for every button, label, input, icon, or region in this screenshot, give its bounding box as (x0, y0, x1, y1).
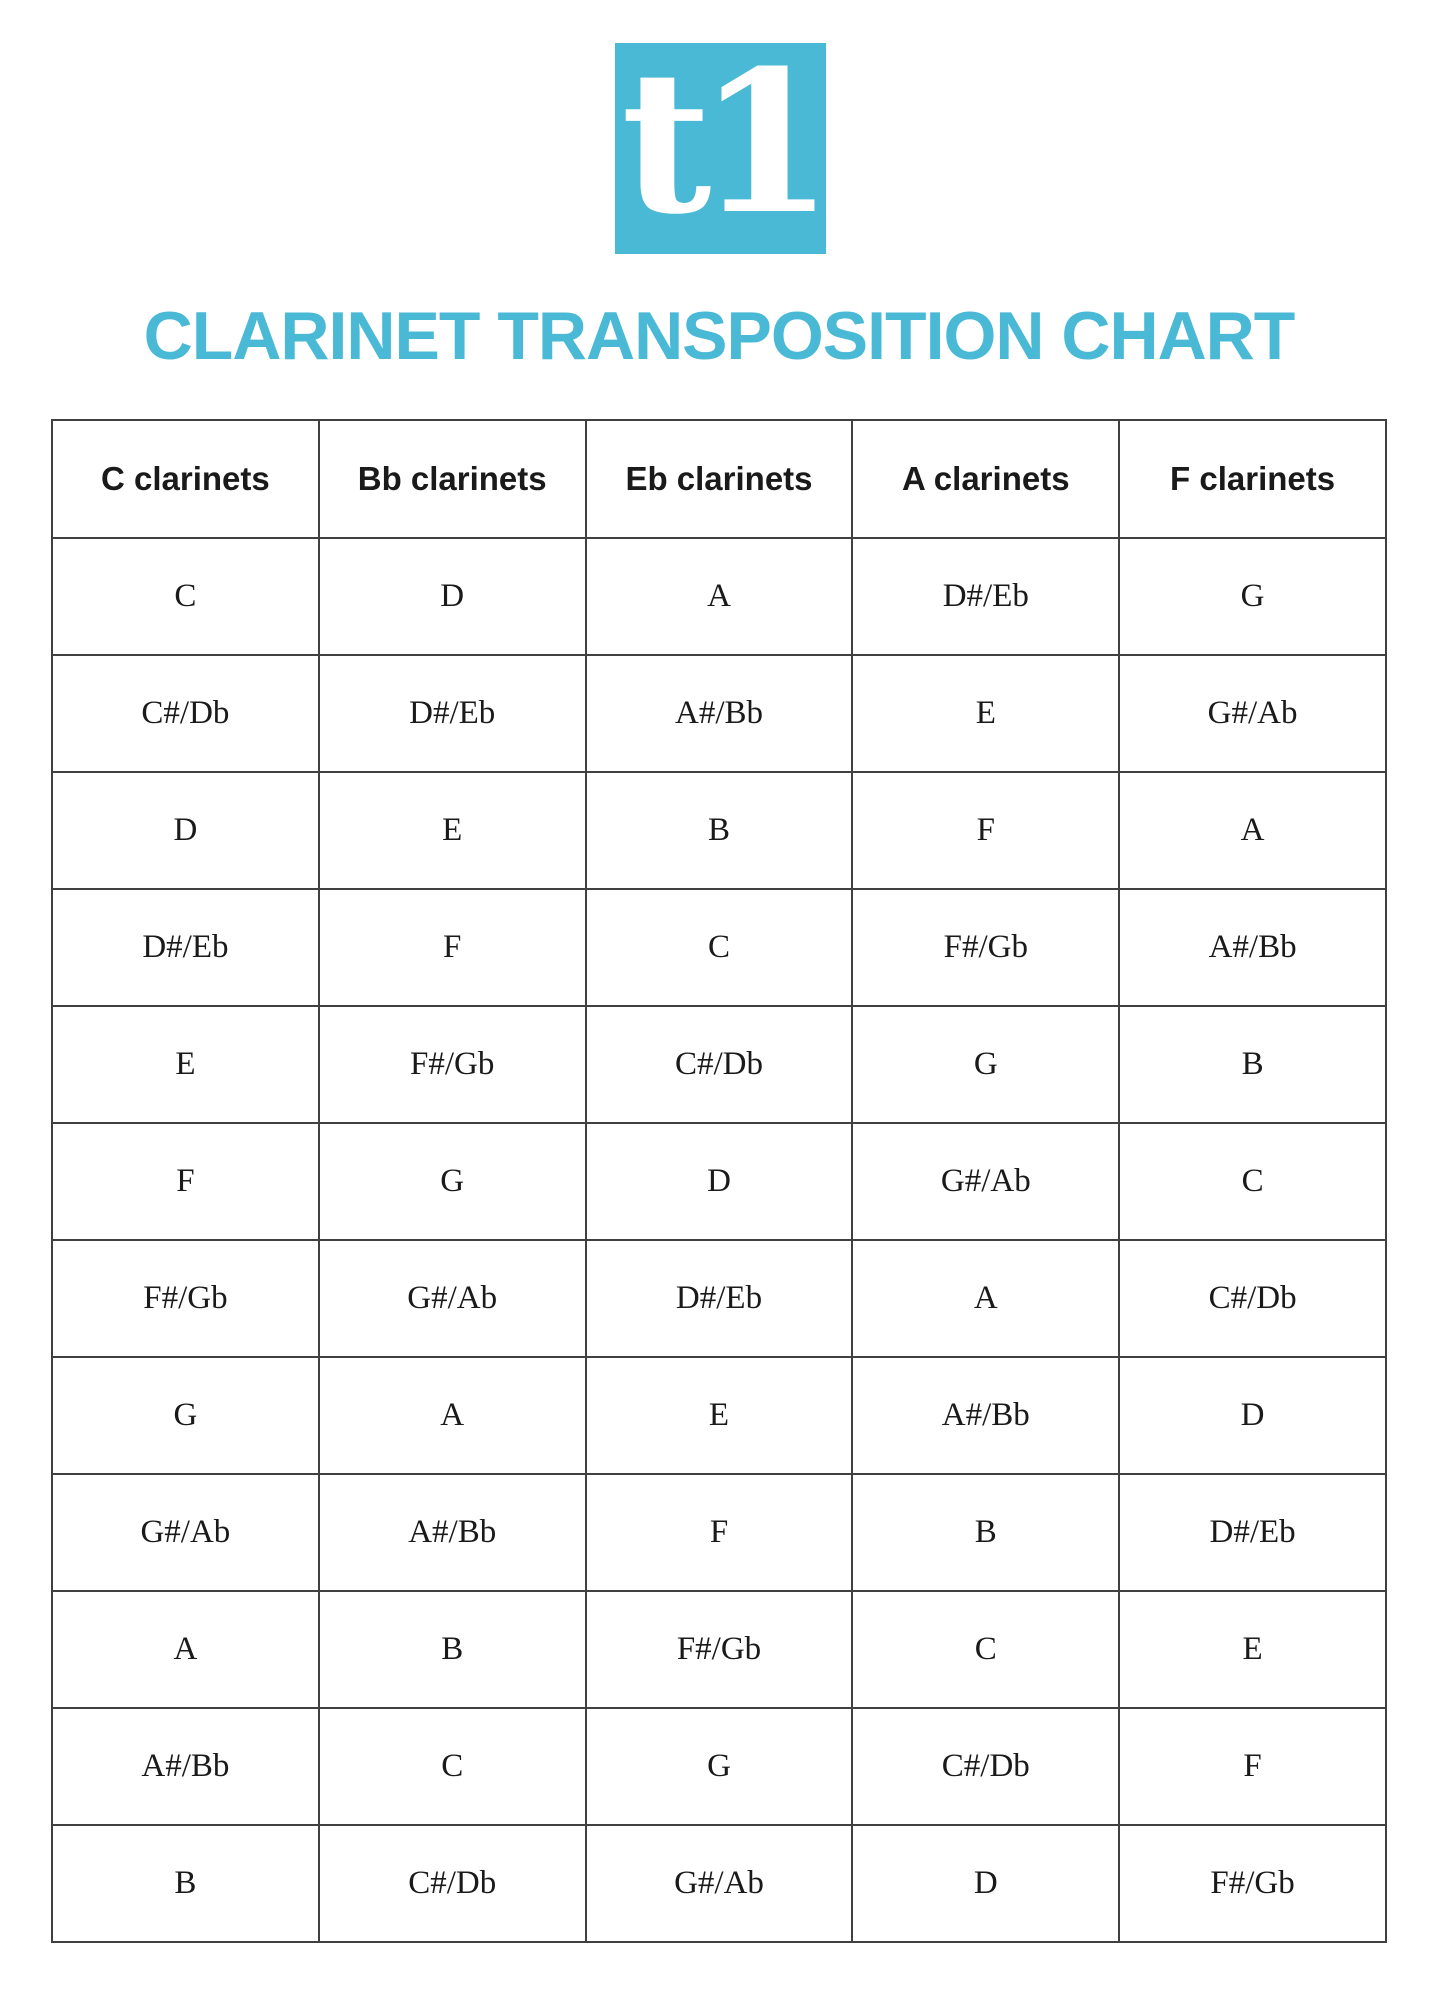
table-cell: A (852, 1240, 1119, 1357)
table-cell: D#/Eb (1119, 1474, 1386, 1591)
table-row (52, 1123, 1386, 1240)
table-row (52, 1825, 1386, 1942)
table-cell: E (52, 1006, 319, 1123)
table-cell: C#/Db (1119, 1240, 1386, 1357)
table-row (52, 1357, 1386, 1474)
table-cell: F (852, 772, 1119, 889)
table-cell: F (586, 1474, 853, 1591)
table-cell: F (1119, 1708, 1386, 1825)
table-cell: B (319, 1591, 586, 1708)
table-cell: D#/Eb (319, 655, 586, 772)
table-cell: C#/Db (852, 1708, 1119, 1825)
table-cell: F (319, 889, 586, 1006)
table-cell: G#/Ab (1119, 655, 1386, 772)
table-cell: C (52, 538, 319, 655)
table-row (52, 1591, 1386, 1708)
table-cell: G (1119, 538, 1386, 655)
table-row (52, 538, 1386, 655)
table-cell: C (1119, 1123, 1386, 1240)
table-body (52, 538, 1386, 1942)
table-cell: B (586, 772, 853, 889)
table-cell: F#/Gb (319, 1006, 586, 1123)
table-cell: C (852, 1591, 1119, 1708)
table-header-row (52, 420, 1386, 538)
table-cell: E (852, 655, 1119, 772)
table-cell: G#/Ab (319, 1240, 586, 1357)
table-cell: C (586, 889, 853, 1006)
table-cell: G (319, 1123, 586, 1240)
table-row (52, 1708, 1386, 1825)
table-row (52, 1006, 1386, 1123)
table-cell: A (1119, 772, 1386, 889)
table-cell: F#/Gb (52, 1240, 319, 1357)
table-cell: A (52, 1591, 319, 1708)
table-cell: F (52, 1123, 319, 1240)
table-cell: A#/Bb (52, 1708, 319, 1825)
table-cell: G (852, 1006, 1119, 1123)
table-cell: D (319, 538, 586, 655)
table-cell: D (852, 1825, 1119, 1942)
table-cell: G#/Ab (52, 1474, 319, 1591)
table-cell: E (319, 772, 586, 889)
column-header: F clarinets (1119, 420, 1386, 538)
table-cell: B (852, 1474, 1119, 1591)
table-cell: G#/Ab (586, 1825, 853, 1942)
table-row (52, 889, 1386, 1006)
column-header: C clarinets (52, 420, 319, 538)
table-cell: C#/Db (319, 1825, 586, 1942)
column-header: Bb clarinets (319, 420, 586, 538)
table-cell: C#/Db (52, 655, 319, 772)
table-cell: E (586, 1357, 853, 1474)
table-cell: D#/Eb (586, 1240, 853, 1357)
table-row (52, 655, 1386, 772)
table-row (52, 772, 1386, 889)
table-cell: D#/Eb (52, 889, 319, 1006)
table-cell: G (52, 1357, 319, 1474)
table-cell: D (52, 772, 319, 889)
table-cell: A (586, 538, 853, 655)
logo-text: t1 (621, 28, 820, 258)
table-cell: A#/Bb (319, 1474, 586, 1591)
table-cell: D#/Eb (852, 538, 1119, 655)
table-cell: A#/Bb (852, 1357, 1119, 1474)
table-cell: G (586, 1708, 853, 1825)
table-cell: B (52, 1825, 319, 1942)
table-cell: C#/Db (586, 1006, 853, 1123)
column-header: A clarinets (852, 420, 1119, 538)
table-cell: G#/Ab (852, 1123, 1119, 1240)
table-cell: C (319, 1708, 586, 1825)
page-title: CLARINET TRANSPOSITION CHART (143, 298, 1295, 374)
table-cell: D (586, 1123, 853, 1240)
logo (615, 28, 826, 258)
column-header: Eb clarinets (586, 420, 853, 538)
table-cell: F#/Gb (1119, 1825, 1386, 1942)
table-cell: A#/Bb (586, 655, 853, 772)
table-row (52, 1240, 1386, 1357)
table-cell: D (1119, 1357, 1386, 1474)
table-row (52, 1474, 1386, 1591)
table-cell: B (1119, 1006, 1386, 1123)
table-cell: A#/Bb (1119, 889, 1386, 1006)
table-cell: F#/Gb (852, 889, 1119, 1006)
table-cell: F#/Gb (586, 1591, 853, 1708)
table-cell: E (1119, 1591, 1386, 1708)
transposition-table (51, 419, 1387, 1943)
table-cell: A (319, 1357, 586, 1474)
